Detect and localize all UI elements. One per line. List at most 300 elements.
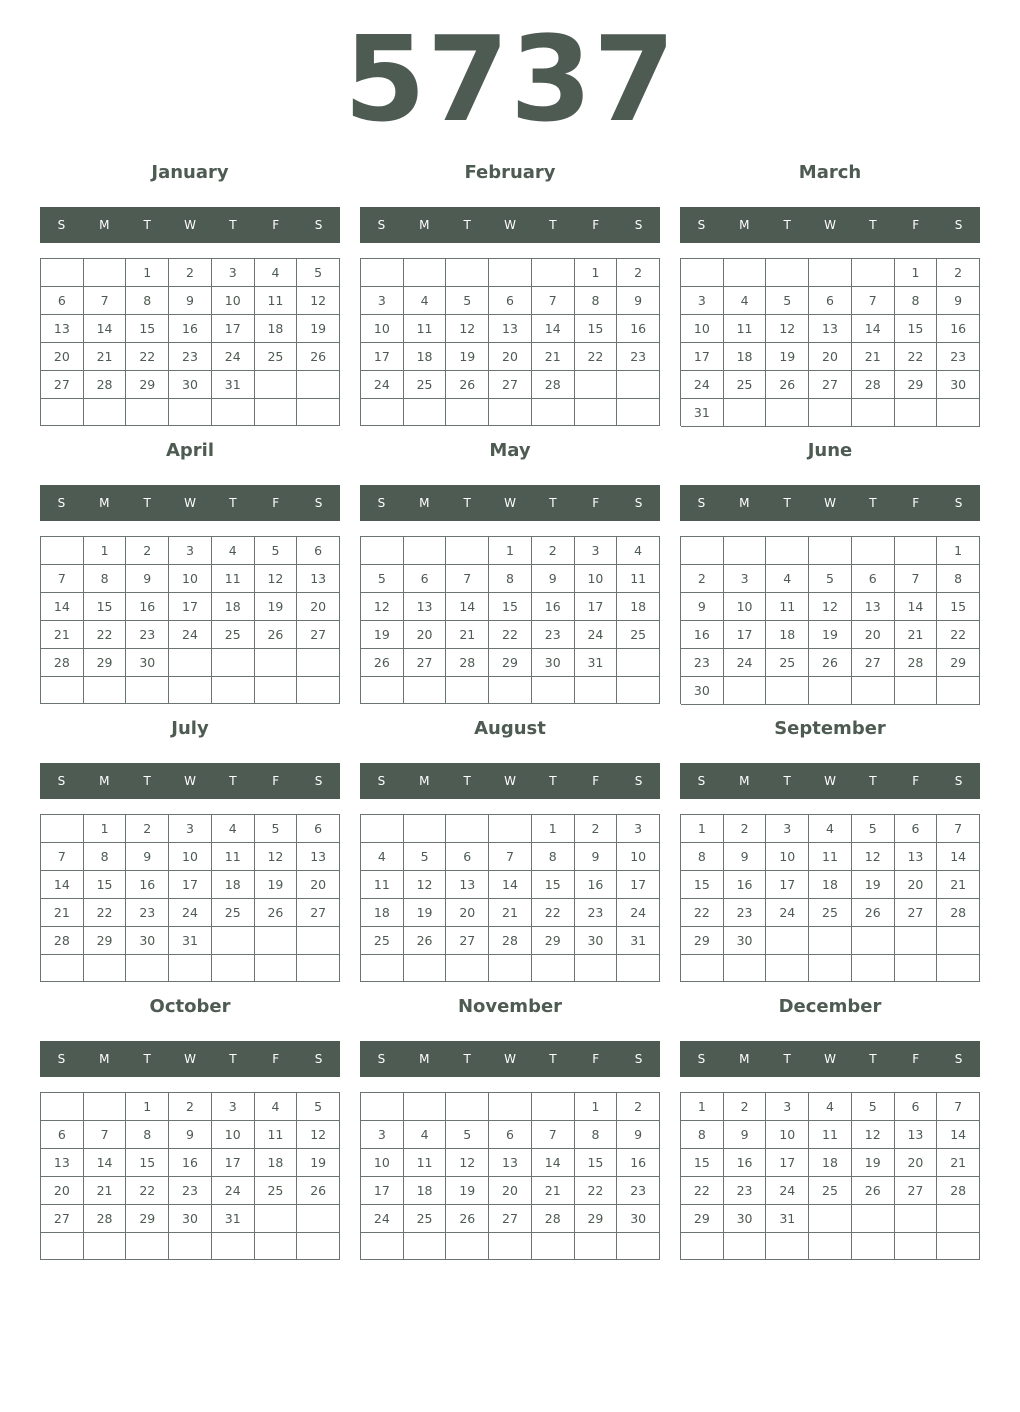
weekday-label: S xyxy=(314,218,323,232)
day-cell: 17 xyxy=(169,871,212,899)
day-cell: 12 xyxy=(361,593,404,621)
day-cell: 6 xyxy=(446,843,489,871)
day-cell: 28 xyxy=(84,371,127,399)
day-cell: 8 xyxy=(489,565,532,593)
weekday-label: W xyxy=(504,496,516,510)
weekday-label: F xyxy=(912,774,920,788)
day-cell: 7 xyxy=(852,287,895,315)
day-cell: 14 xyxy=(895,593,938,621)
day-cell: 9 xyxy=(724,843,767,871)
day-cell: 21 xyxy=(532,343,575,371)
day-cell: 12 xyxy=(852,843,895,871)
weekday-label: F xyxy=(592,496,600,510)
weekday-header xyxy=(680,1041,980,1077)
day-cell: 25 xyxy=(255,1177,298,1205)
day-cell: 17 xyxy=(766,1149,809,1177)
day-cell: 5 xyxy=(255,815,298,843)
day-cell: 27 xyxy=(446,927,489,955)
weekday-label: M xyxy=(739,774,750,788)
day-cell: 13 xyxy=(895,843,938,871)
day-cell: 3 xyxy=(169,537,212,565)
day-cell: 1 xyxy=(84,537,127,565)
day-cell: 1 xyxy=(575,259,618,287)
weekday-header xyxy=(40,207,340,243)
day-cell: 23 xyxy=(575,899,618,927)
day-cell: 9 xyxy=(617,287,660,315)
day-grid xyxy=(40,814,340,982)
day-cell: 14 xyxy=(84,1149,127,1177)
day-cell: 21 xyxy=(895,621,938,649)
day-grid xyxy=(680,536,980,704)
day-cell: 27 xyxy=(852,649,895,677)
day-cell: 24 xyxy=(212,1177,255,1205)
day-cell: 6 xyxy=(41,287,84,315)
day-cell xyxy=(212,927,255,955)
day-cell: 7 xyxy=(446,565,489,593)
day-cell: 14 xyxy=(532,1149,575,1177)
day-cell xyxy=(361,1093,404,1121)
weekday-label: T xyxy=(869,218,877,232)
day-cell: 20 xyxy=(297,871,340,899)
day-cell: 17 xyxy=(575,593,618,621)
day-cell: 23 xyxy=(681,649,724,677)
weekday-header xyxy=(40,763,340,799)
weekday-label: M xyxy=(419,218,430,232)
day-cell xyxy=(169,1233,212,1260)
weekday-label: T xyxy=(143,496,151,510)
day-cell: 3 xyxy=(361,1121,404,1149)
day-cell: 16 xyxy=(169,1149,212,1177)
day-cell: 7 xyxy=(937,815,980,843)
day-cell: 29 xyxy=(532,927,575,955)
day-cell: 16 xyxy=(724,871,767,899)
day-cell: 30 xyxy=(724,1205,767,1233)
day-cell xyxy=(724,259,767,287)
day-cell: 20 xyxy=(489,343,532,371)
day-cell: 2 xyxy=(681,565,724,593)
day-cell xyxy=(937,955,980,982)
day-cell: 28 xyxy=(489,927,532,955)
day-cell: 21 xyxy=(937,1149,980,1177)
day-cell xyxy=(809,1205,852,1233)
day-cell: 3 xyxy=(766,815,809,843)
weekday-label: S xyxy=(314,496,323,510)
day-cell xyxy=(575,1233,618,1260)
day-cell: 11 xyxy=(404,1149,447,1177)
day-cell xyxy=(126,955,169,982)
day-cell: 15 xyxy=(681,871,724,899)
day-cell xyxy=(766,399,809,427)
day-cell: 2 xyxy=(937,259,980,287)
day-cell: 3 xyxy=(212,1093,255,1121)
day-cell: 9 xyxy=(126,565,169,593)
day-cell: 19 xyxy=(297,315,340,343)
day-cell xyxy=(404,537,447,565)
weekday-label: S xyxy=(57,774,66,788)
day-cell: 11 xyxy=(212,843,255,871)
day-cell: 9 xyxy=(937,287,980,315)
weekday-label: S xyxy=(377,496,386,510)
day-cell: 21 xyxy=(852,343,895,371)
day-cell: 18 xyxy=(212,593,255,621)
month-title: May xyxy=(489,440,531,461)
day-cell: 26 xyxy=(255,621,298,649)
day-cell: 28 xyxy=(41,927,84,955)
day-cell xyxy=(617,955,660,982)
day-cell: 30 xyxy=(169,1205,212,1233)
day-cell: 1 xyxy=(575,1093,618,1121)
day-cell xyxy=(895,399,938,427)
day-cell: 19 xyxy=(255,871,298,899)
day-cell: 14 xyxy=(41,593,84,621)
day-cell xyxy=(84,1093,127,1121)
day-cell xyxy=(404,815,447,843)
day-cell: 4 xyxy=(404,1121,447,1149)
day-cell: 20 xyxy=(41,343,84,371)
day-cell xyxy=(681,1233,724,1260)
day-grid xyxy=(680,1092,980,1260)
day-cell xyxy=(446,1233,489,1260)
day-cell: 6 xyxy=(895,1093,938,1121)
day-cell: 22 xyxy=(895,343,938,371)
day-cell: 7 xyxy=(84,1121,127,1149)
day-cell: 2 xyxy=(724,815,767,843)
weekday-label: F xyxy=(272,1052,280,1066)
day-cell: 24 xyxy=(575,621,618,649)
day-cell xyxy=(446,815,489,843)
day-cell: 15 xyxy=(532,871,575,899)
weekday-label: T xyxy=(783,1052,791,1066)
day-cell: 17 xyxy=(212,315,255,343)
day-cell: 26 xyxy=(446,371,489,399)
day-cell: 23 xyxy=(617,343,660,371)
day-cell xyxy=(361,955,404,982)
weekday-label: T xyxy=(463,496,471,510)
day-cell: 2 xyxy=(169,1093,212,1121)
day-cell: 29 xyxy=(126,371,169,399)
day-cell: 4 xyxy=(809,1093,852,1121)
day-cell: 17 xyxy=(169,593,212,621)
day-cell: 3 xyxy=(575,537,618,565)
day-cell: 10 xyxy=(212,287,255,315)
day-cell xyxy=(297,649,340,677)
day-cell xyxy=(169,677,212,704)
day-cell: 10 xyxy=(361,315,404,343)
day-cell xyxy=(297,677,340,704)
day-cell xyxy=(446,537,489,565)
day-cell: 12 xyxy=(852,1121,895,1149)
day-cell: 20 xyxy=(489,1177,532,1205)
day-cell xyxy=(895,677,938,705)
day-cell: 14 xyxy=(446,593,489,621)
day-cell: 29 xyxy=(895,371,938,399)
day-cell: 2 xyxy=(617,259,660,287)
weekday-label: W xyxy=(184,496,196,510)
day-cell: 1 xyxy=(126,1093,169,1121)
weekday-label: F xyxy=(912,1052,920,1066)
day-cell: 7 xyxy=(489,843,532,871)
weekday-label: T xyxy=(549,774,557,788)
day-cell xyxy=(446,1093,489,1121)
day-cell xyxy=(404,259,447,287)
day-cell: 21 xyxy=(446,621,489,649)
day-cell: 25 xyxy=(212,899,255,927)
day-cell: 25 xyxy=(361,927,404,955)
day-cell: 11 xyxy=(617,565,660,593)
day-cell: 27 xyxy=(41,1205,84,1233)
day-cell xyxy=(852,677,895,705)
day-cell: 26 xyxy=(297,343,340,371)
day-cell: 27 xyxy=(297,899,340,927)
day-cell: 15 xyxy=(489,593,532,621)
day-cell: 8 xyxy=(575,287,618,315)
day-cell: 30 xyxy=(169,371,212,399)
day-cell: 30 xyxy=(617,1205,660,1233)
day-cell xyxy=(212,399,255,426)
month-title: April xyxy=(165,440,215,461)
day-cell: 14 xyxy=(41,871,84,899)
day-cell xyxy=(297,955,340,982)
day-cell: 13 xyxy=(446,871,489,899)
day-cell: 13 xyxy=(41,315,84,343)
month-title: December xyxy=(778,996,882,1017)
day-cell: 1 xyxy=(681,1093,724,1121)
day-cell: 24 xyxy=(169,621,212,649)
day-cell: 10 xyxy=(169,843,212,871)
day-cell xyxy=(724,537,767,565)
month-title: November xyxy=(457,996,563,1017)
day-cell: 24 xyxy=(766,899,809,927)
day-cell: 18 xyxy=(212,871,255,899)
weekday-label: S xyxy=(954,496,963,510)
weekday-header xyxy=(680,207,980,243)
day-cell: 5 xyxy=(297,1093,340,1121)
weekday-label: W xyxy=(824,496,836,510)
weekday-label: S xyxy=(954,1052,963,1066)
day-cell: 22 xyxy=(532,899,575,927)
day-cell: 15 xyxy=(681,1149,724,1177)
weekday-label: T xyxy=(143,218,151,232)
weekday-label: W xyxy=(184,218,196,232)
day-cell: 4 xyxy=(212,537,255,565)
weekday-label: S xyxy=(954,218,963,232)
day-cell: 24 xyxy=(361,371,404,399)
day-cell: 6 xyxy=(809,287,852,315)
day-cell: 11 xyxy=(404,315,447,343)
weekday-label: T xyxy=(869,1052,877,1066)
weekday-label: S xyxy=(697,1052,706,1066)
day-cell: 20 xyxy=(809,343,852,371)
day-grid xyxy=(360,536,660,704)
day-cell: 29 xyxy=(681,927,724,955)
day-cell: 7 xyxy=(41,565,84,593)
day-cell: 17 xyxy=(212,1149,255,1177)
month-title: February xyxy=(464,162,556,183)
day-cell: 9 xyxy=(169,287,212,315)
day-cell: 6 xyxy=(404,565,447,593)
day-cell: 20 xyxy=(895,871,938,899)
day-cell xyxy=(895,955,938,982)
weekday-label: W xyxy=(824,1052,836,1066)
day-cell: 29 xyxy=(84,927,127,955)
day-cell xyxy=(681,537,724,565)
day-cell: 14 xyxy=(532,315,575,343)
day-cell: 28 xyxy=(937,899,980,927)
day-cell xyxy=(809,1233,852,1260)
weekday-label: M xyxy=(99,218,110,232)
day-cell: 18 xyxy=(724,343,767,371)
day-cell xyxy=(361,399,404,426)
day-cell: 3 xyxy=(617,815,660,843)
day-cell: 8 xyxy=(532,843,575,871)
day-cell xyxy=(937,399,980,427)
day-cell: 4 xyxy=(255,259,298,287)
day-cell: 18 xyxy=(766,621,809,649)
day-cell: 3 xyxy=(681,287,724,315)
day-cell: 21 xyxy=(489,899,532,927)
day-cell: 25 xyxy=(404,371,447,399)
day-cell: 28 xyxy=(532,1205,575,1233)
day-cell: 21 xyxy=(84,343,127,371)
day-cell: 22 xyxy=(126,343,169,371)
weekday-label: S xyxy=(634,1052,643,1066)
day-cell: 17 xyxy=(766,871,809,899)
day-cell: 12 xyxy=(446,1149,489,1177)
weekday-label: W xyxy=(504,218,516,232)
day-cell xyxy=(489,1233,532,1260)
day-cell: 12 xyxy=(809,593,852,621)
day-cell: 12 xyxy=(255,565,298,593)
weekday-label: M xyxy=(739,218,750,232)
weekday-label: M xyxy=(99,496,110,510)
day-cell xyxy=(297,399,340,426)
day-cell xyxy=(297,371,340,399)
day-cell: 17 xyxy=(361,343,404,371)
day-cell xyxy=(809,677,852,705)
day-cell xyxy=(766,259,809,287)
day-cell: 6 xyxy=(297,815,340,843)
day-cell xyxy=(404,1093,447,1121)
day-cell xyxy=(937,927,980,955)
day-cell: 6 xyxy=(41,1121,84,1149)
day-cell xyxy=(532,677,575,704)
day-cell: 23 xyxy=(724,1177,767,1205)
weekday-label: T xyxy=(229,1052,237,1066)
day-cell: 4 xyxy=(404,287,447,315)
day-cell: 31 xyxy=(212,1205,255,1233)
day-cell: 4 xyxy=(212,815,255,843)
month-title: July xyxy=(171,718,209,739)
day-cell: 19 xyxy=(404,899,447,927)
weekday-label: W xyxy=(504,1052,516,1066)
day-cell: 3 xyxy=(169,815,212,843)
day-cell: 4 xyxy=(809,815,852,843)
day-cell: 22 xyxy=(681,899,724,927)
weekday-header xyxy=(360,1041,660,1077)
day-cell xyxy=(361,815,404,843)
day-cell: 21 xyxy=(41,621,84,649)
day-cell xyxy=(41,1093,84,1121)
day-cell: 6 xyxy=(852,565,895,593)
day-cell: 3 xyxy=(766,1093,809,1121)
weekday-label: F xyxy=(272,218,280,232)
day-cell: 28 xyxy=(84,1205,127,1233)
weekday-label: T xyxy=(229,496,237,510)
day-cell: 16 xyxy=(681,621,724,649)
day-grid xyxy=(680,814,980,982)
day-cell: 22 xyxy=(84,621,127,649)
day-cell: 4 xyxy=(255,1093,298,1121)
day-cell xyxy=(809,927,852,955)
day-cell: 3 xyxy=(724,565,767,593)
day-cell: 25 xyxy=(724,371,767,399)
day-cell: 28 xyxy=(852,371,895,399)
weekday-label: S xyxy=(377,774,386,788)
day-cell: 31 xyxy=(575,649,618,677)
day-cell xyxy=(297,1205,340,1233)
day-cell xyxy=(404,399,447,426)
day-cell: 22 xyxy=(575,343,618,371)
day-cell xyxy=(766,955,809,982)
day-cell: 20 xyxy=(41,1177,84,1205)
day-cell: 11 xyxy=(809,843,852,871)
day-cell xyxy=(895,927,938,955)
day-cell: 10 xyxy=(617,843,660,871)
day-cell: 28 xyxy=(895,649,938,677)
day-cell: 18 xyxy=(617,593,660,621)
day-cell: 16 xyxy=(617,1149,660,1177)
day-cell: 29 xyxy=(575,1205,618,1233)
day-cell: 24 xyxy=(617,899,660,927)
day-cell xyxy=(852,927,895,955)
day-grid xyxy=(40,258,340,426)
day-cell: 21 xyxy=(84,1177,127,1205)
weekday-header xyxy=(40,485,340,521)
weekday-label: F xyxy=(912,218,920,232)
day-cell xyxy=(895,1233,938,1260)
day-cell xyxy=(532,1233,575,1260)
day-cell: 15 xyxy=(84,593,127,621)
day-cell xyxy=(617,399,660,426)
day-cell: 16 xyxy=(575,871,618,899)
day-cell: 31 xyxy=(766,1205,809,1233)
day-cell: 11 xyxy=(255,1121,298,1149)
day-cell xyxy=(489,399,532,426)
day-cell: 9 xyxy=(724,1121,767,1149)
day-cell: 23 xyxy=(937,343,980,371)
day-cell: 31 xyxy=(681,399,724,427)
day-cell: 23 xyxy=(724,899,767,927)
weekday-header xyxy=(360,763,660,799)
day-cell xyxy=(255,677,298,704)
day-cell xyxy=(532,955,575,982)
day-cell: 12 xyxy=(404,871,447,899)
day-cell: 5 xyxy=(255,537,298,565)
day-cell: 13 xyxy=(809,315,852,343)
weekday-label: T xyxy=(463,774,471,788)
day-cell xyxy=(255,1233,298,1260)
day-cell: 10 xyxy=(681,315,724,343)
year-title: 5737 xyxy=(343,10,677,148)
day-cell xyxy=(766,677,809,705)
day-cell: 29 xyxy=(681,1205,724,1233)
weekday-label: S xyxy=(697,496,706,510)
day-cell: 15 xyxy=(126,315,169,343)
day-cell xyxy=(41,815,84,843)
day-cell: 14 xyxy=(852,315,895,343)
day-cell xyxy=(617,677,660,704)
day-cell xyxy=(446,259,489,287)
